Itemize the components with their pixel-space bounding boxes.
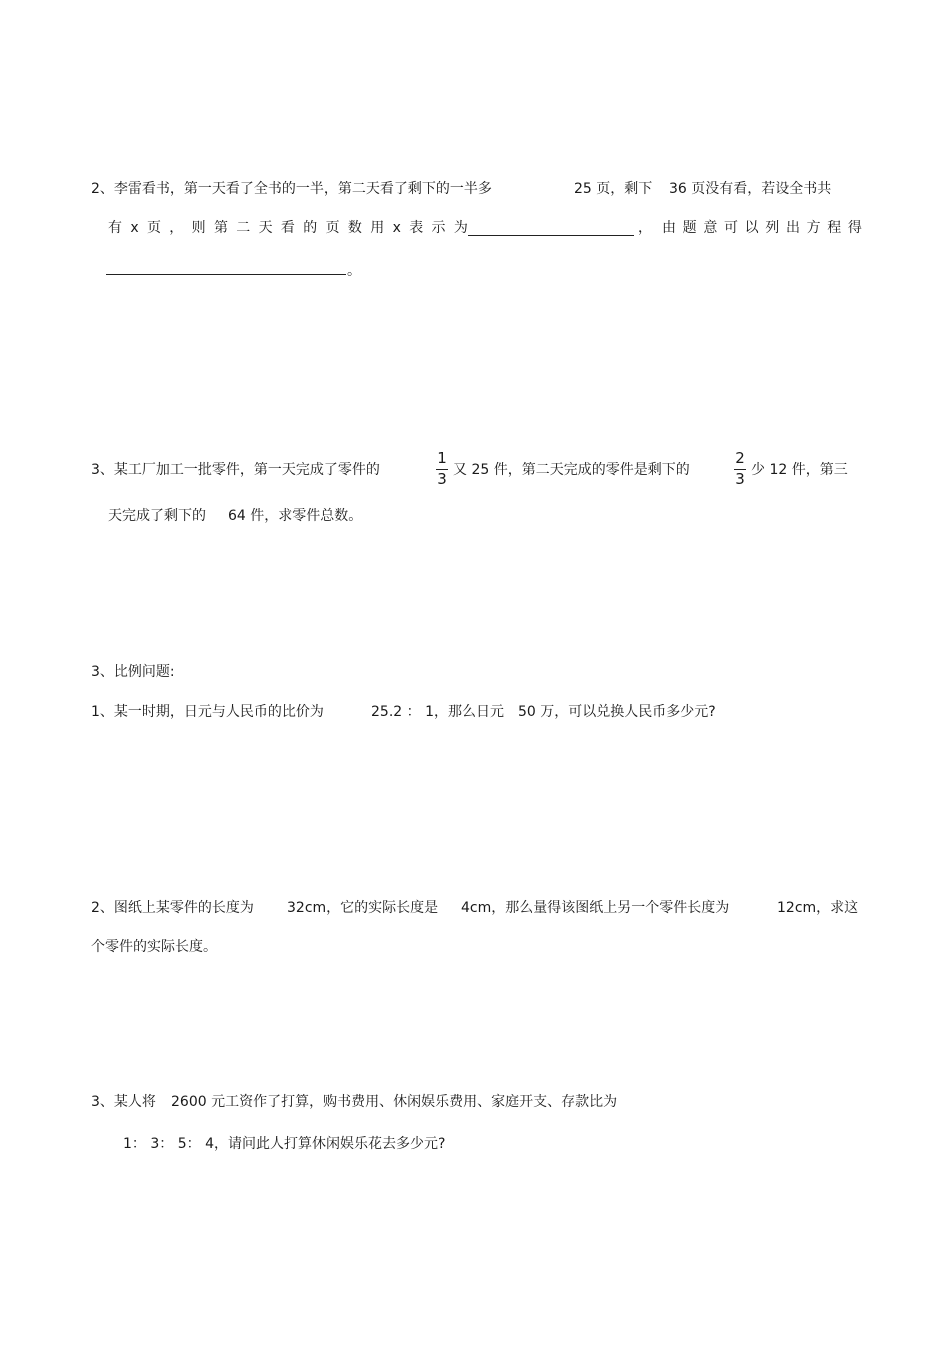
spaced-char: 由 xyxy=(662,220,676,236)
spaced-char: 二 xyxy=(236,220,251,236)
q3-line2-part1: 天完成了剩下的 xyxy=(108,508,206,524)
ratio-q1-part1: 1、某一时期，日元与人民币的比价为 xyxy=(91,704,324,720)
q2-line1-part2: 25 页，剩下 xyxy=(574,181,653,197)
spaced-char: 页 xyxy=(146,220,161,236)
ratio-q2-part3: 4cm，那么量得该图纸上另一个零件长度为 xyxy=(461,900,730,916)
answer-blank-1[interactable] xyxy=(468,234,634,236)
q3-line1-part1: 3、某工厂加工一批零件，第一天完成了零件的 xyxy=(91,462,380,478)
spaced-char: 可 xyxy=(723,220,738,236)
fraction-denominator: 3 xyxy=(437,470,447,488)
q2-line2-part2 xyxy=(662,218,862,238)
spaced-char: 题 xyxy=(682,220,697,236)
ratio-q2-part2: 32cm，它的实际长度是 xyxy=(287,900,439,916)
spaced-char: 方 xyxy=(806,220,821,236)
fraction-numerator: 1 xyxy=(437,449,447,467)
ratio-q2-line2: 个零件的实际长度。 xyxy=(91,939,217,955)
spaced-char: 页 xyxy=(325,220,340,236)
ratio-q3-part1: 3、某人将 xyxy=(91,1094,156,1110)
spaced-char: 看 xyxy=(280,220,295,236)
q2-line1-part1: 2、李雷看书，第一天看了全书的一半，第二天看了剩下的一半多 xyxy=(91,181,492,197)
spaced-char: 用 xyxy=(370,220,385,236)
ratio-q3-line2: 1： 3： 5： 4，请问此人打算休闲娱乐花去多少元? xyxy=(123,1136,446,1152)
fraction-denominator: 3 xyxy=(735,470,745,488)
spaced-char: 天 xyxy=(258,220,273,236)
spaced-char: 的 xyxy=(303,220,318,236)
q3-line1-part3: 少 12 件，第三 xyxy=(751,462,848,478)
spaced-char: 表 xyxy=(409,220,424,236)
spaced-char: 得 xyxy=(847,220,862,236)
ratio-q3-part2: 2600 元工资作了打算，购书费用、休闲娱乐费用、家庭开支、存款比为 xyxy=(171,1094,618,1110)
spaced-char: ， xyxy=(169,220,184,236)
spaced-char: 意 xyxy=(703,220,718,236)
spaced-char: 第 xyxy=(213,220,228,236)
spaced-char: 数 xyxy=(347,220,362,236)
q2-line2-comma: ， xyxy=(638,220,652,236)
spaced-char: 列 xyxy=(765,220,780,236)
spaced-char: 程 xyxy=(827,220,842,236)
ratio-q1-part2: 25.2 ： 1，那么日元 xyxy=(371,704,504,720)
fraction-one-third xyxy=(435,450,449,488)
spaced-char: 为 xyxy=(453,220,468,236)
section-heading: 3、比例问题: xyxy=(91,664,175,680)
q2-line1-part3: 36 页没有看，若设全书共 xyxy=(669,181,832,197)
spaced-char: 示 xyxy=(431,220,446,236)
q3-line1-part2: 又 25 件，第二天完成的零件是剩下的 xyxy=(453,462,690,478)
spaced-char: x xyxy=(130,220,139,236)
ratio-q2-part4: 12cm，求这 xyxy=(777,900,859,916)
answer-blank-2[interactable] xyxy=(106,273,346,275)
spaced-char: 以 xyxy=(744,220,759,236)
ratio-q2-part1: 2、图纸上某零件的长度为 xyxy=(91,900,254,916)
spaced-char: 有 xyxy=(108,220,122,236)
spaced-char: 则 xyxy=(191,220,206,236)
fraction-numerator: 2 xyxy=(735,449,745,467)
q2-line3-end: 。 xyxy=(347,263,361,279)
spaced-char: x xyxy=(392,220,401,236)
q3-line2-part2: 64 件，求零件总数。 xyxy=(228,508,363,524)
fraction-two-thirds xyxy=(733,450,747,488)
q2-line2-part1 xyxy=(108,218,468,238)
ratio-q1-part3: 50 万，可以兑换人民币多少元? xyxy=(518,704,716,720)
spaced-char: 出 xyxy=(785,220,800,236)
